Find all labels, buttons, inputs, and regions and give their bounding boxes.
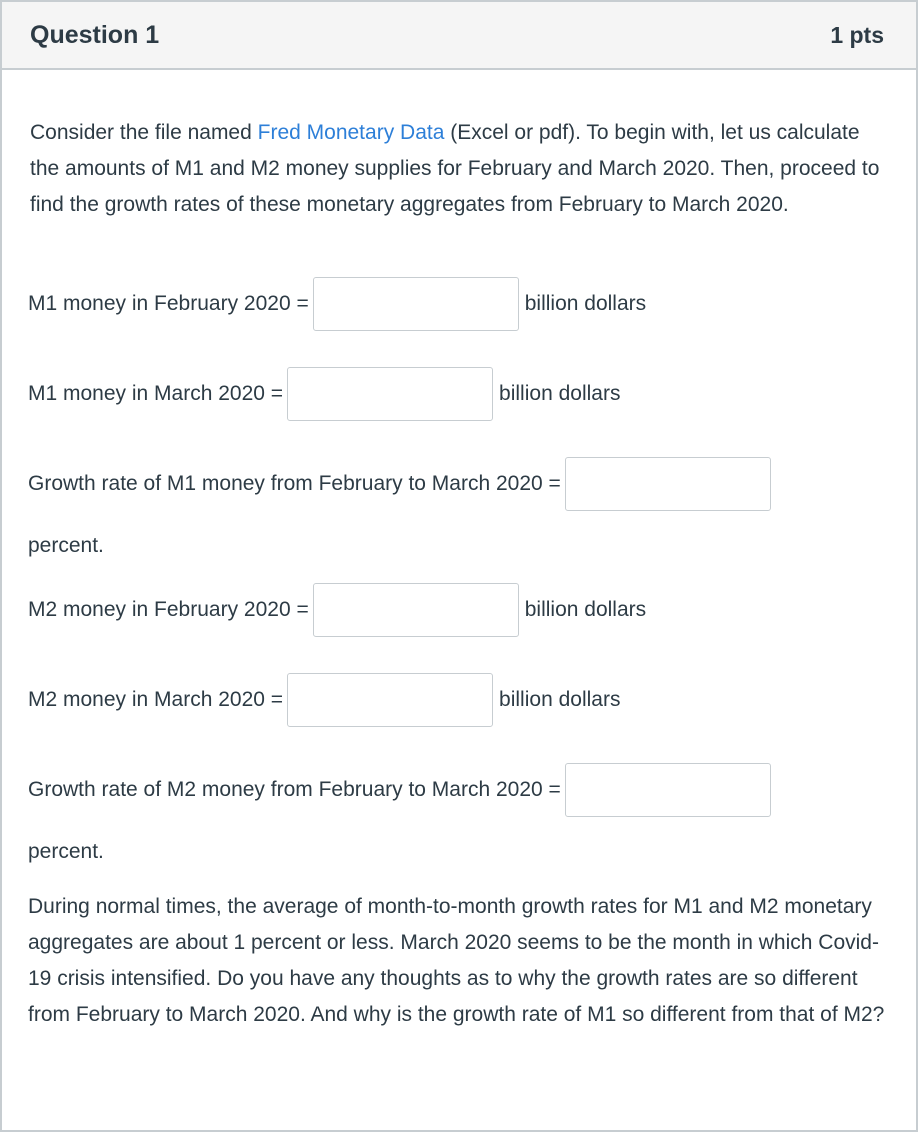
question-body	[2, 115, 916, 223]
m1-march-input[interactable]	[287, 367, 493, 421]
m1-february-row	[28, 277, 646, 331]
m2-march-input[interactable]	[287, 673, 493, 727]
m2-growth-input[interactable]	[565, 763, 771, 817]
fred-monetary-data-link[interactable]: Fred Monetary Data	[257, 121, 445, 144]
m2-growth-unit: percent.	[28, 840, 104, 863]
m2-growth-label: Growth rate of M2 money from February to March 2020 =	[28, 778, 561, 801]
m1-march-row	[28, 367, 620, 421]
question-header	[2, 2, 916, 70]
m1-march-label: M1 money in March 2020 =	[28, 382, 284, 405]
m1-growth-row	[28, 457, 777, 511]
m1-february-unit: billion dollars	[524, 292, 647, 315]
closing-paragraph: During normal times, the average of month-to-month growth rates for M1 and M2 monetary aggregates are about 1 percent or less. March 2020 seems to be the month in which Covid-19 crisis intensified. Do you have any thoughts as to why the growth rates are so different from February to March 2020. And why is the growth rate of M1 so different from that of M2?	[28, 895, 885, 1026]
m2-february-label: M2 money in February 2020 =	[28, 598, 309, 621]
m2-march-unit: billion dollars	[499, 688, 621, 711]
m2-march-row	[28, 673, 620, 727]
m1-february-label: M1 money in February 2020 =	[28, 292, 309, 315]
question-title: Question 1	[30, 20, 160, 49]
m2-growth-row	[28, 763, 777, 817]
m2-february-row	[28, 583, 646, 637]
question-points: 1 pts	[830, 21, 884, 48]
m2-february-input[interactable]	[313, 583, 519, 637]
m2-march-label: M2 money in March 2020 =	[28, 688, 284, 711]
intro-text-start: Consider the file named	[30, 121, 258, 144]
question-intro	[30, 115, 880, 223]
m1-february-input[interactable]	[313, 277, 519, 331]
m1-growth-label: Growth rate of M1 money from February to March 2020 =	[28, 472, 561, 495]
m1-growth-unit: percent.	[28, 534, 104, 557]
m2-february-unit: billion dollars	[524, 598, 647, 621]
m1-march-unit: billion dollars	[499, 382, 621, 405]
m1-growth-input[interactable]	[565, 457, 771, 511]
intro-text-rest: (Excel or pdf). To begin with, let us calculate the amounts of M1 and M2 money supplies for February and March 2020. Then, proceed to find the growth rates of these monetary aggregates from February to March 2020.	[30, 121, 880, 216]
